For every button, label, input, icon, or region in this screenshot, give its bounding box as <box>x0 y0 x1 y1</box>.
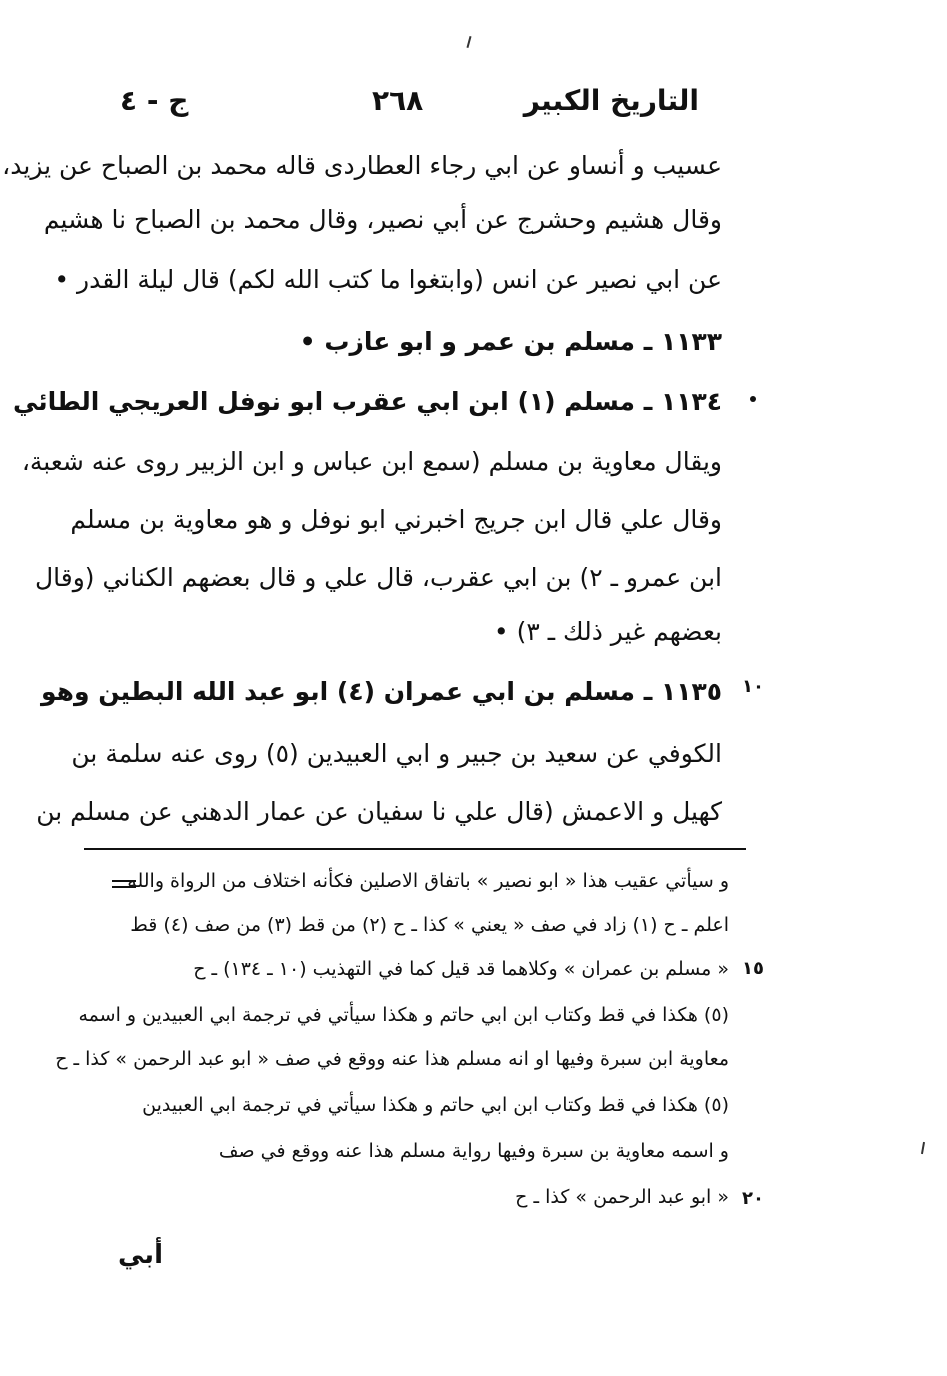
footnote-line-6: (٥) هكذا في قط وكتاب ابن ابي حاتم و هكذا سيأتي في ترجمة ابي العبيدين <box>142 1094 729 1116</box>
body-line-2: وقال هشيم وحشرج عن أبي نصير، وقال محمد بن الصباح نا هشيم <box>43 205 722 234</box>
scan-mark-top <box>466 36 471 48</box>
running-title: التاريخ الكبير <box>523 84 699 117</box>
body-line-6: ويقال معاوية بن مسلم (سمع ابن عباس و ابن الزبير روى عنه شعبة، <box>21 447 722 476</box>
body-line-3: عن ابي نصير عن انس (وابتغوا ما كتب الله لكم) قال ليلة القدر • <box>54 265 722 294</box>
footnote-divider <box>84 848 746 850</box>
footnote-line-2: اعلم ـ ح (١) زاد في صف « يعني » كذا ـ ح (٢) من قط (٣) من صف (٤) قط <box>130 914 729 936</box>
footnote-line-4: (٥) هكذا في قط وكتاب ابن ابي حاتم و هكذا سيأتي في ترجمة ابي العبيدين و اسمه <box>78 1004 729 1026</box>
body-line-12: كهيل و الاعمش (قال علي نا سفيان عن عمار الدهني عن مسلم بن <box>36 797 722 826</box>
body-line-11: الكوفي عن سعيد بن جبير و ابي العبيدين (٥) روى عنه سلمة بن <box>71 739 722 768</box>
footnote-line-3: « مسلم بن عمران » وكلاهما قد قيل كما في التهذيب (١٠ ـ ١٣٤) ـ ح <box>193 958 729 980</box>
margin-bullet <box>750 396 756 402</box>
footnote-line-8: « ابو عبد الرحمن » كذا ـ ح <box>515 1186 729 1208</box>
margin-number-15: ١٥ <box>742 958 764 979</box>
volume-label: ج - ٤ <box>120 84 189 117</box>
body-line-7: وقال علي قال ابن جريج اخبرني ابو نوفل و هو معاوية بن مسلم <box>70 505 722 534</box>
footnote-line-1: و سيأتي عقيب هذا « ابو نصير » باتفاق الاصلين فكأنه اختلاف من الرواة والله <box>127 870 729 892</box>
margin-number-10: ١٠ <box>742 676 764 697</box>
scan-mark-right <box>921 1142 925 1154</box>
entry-heading-1135: ١١٣٥ ـ مسلم بن ابي عمران (٤) ابو عبد الله البطين وهو <box>40 677 722 706</box>
entry-heading-1133: ١١٣٣ ـ مسلم بن عمر و ابو عازب • <box>299 327 722 356</box>
footnote-line-7: و اسمه معاوية بن سبرة وفيها رواية مسلم هذا عنه ووقع في صف <box>218 1140 729 1162</box>
catchword: أبي <box>118 1240 163 1270</box>
entry-heading-1134: ١١٣٤ ـ مسلم (١) ابن ابي عقرب ابو نوفل العريجي الطائي <box>13 387 722 416</box>
body-line-9: بعضهم غير ذلك ـ ٣) • <box>493 617 722 646</box>
body-line-8: ابن عمرو ـ ٢) بن ابي عقرب، قال علي و قال بعضهم الكناني (وقال <box>34 563 722 592</box>
page-number: ٢٦٨ <box>372 84 424 117</box>
body-line-1: عسيب و أنساو عن ابي رجاء العطاردى قاله محمد بن الصباح عن يزيد، <box>2 151 722 180</box>
footnote-line-5: معاوية ابن سبرة وفيها او انه مسلم هذا عنه ووقع في صف « ابو عبد الرحمن » كذا ـ ح <box>55 1048 729 1070</box>
margin-number-20: ٢٠ <box>742 1188 764 1209</box>
